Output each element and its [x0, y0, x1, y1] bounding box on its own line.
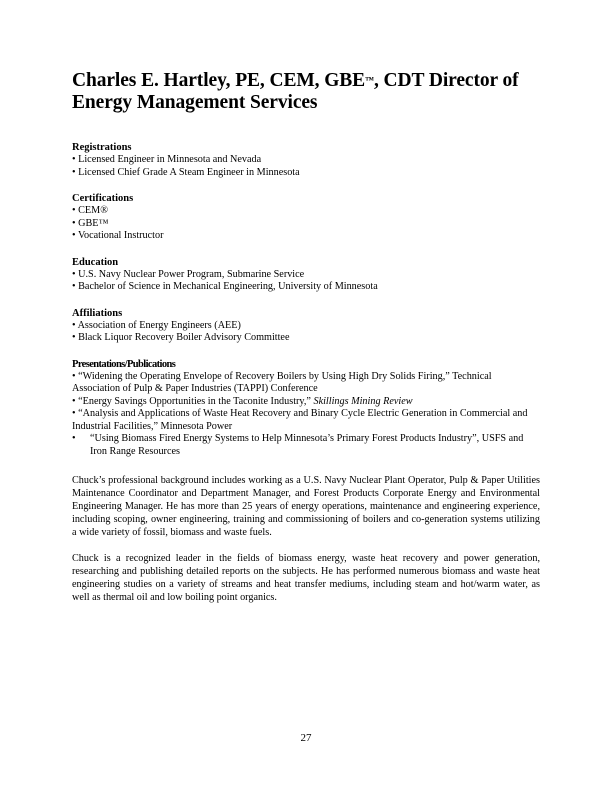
bullet-icon: • — [72, 217, 76, 229]
bullet-icon: • — [72, 166, 76, 178]
trademark-symbol: ™ — [365, 75, 374, 85]
title-position: , CDT Director of Energy Management Services — [72, 70, 519, 113]
list-item-text: “Energy Savings Opportunities in the Taconite Industry,” — [78, 395, 314, 407]
list-item — [72, 433, 540, 458]
affiliations-heading: Affiliations — [72, 307, 123, 319]
registrations-heading: Registrations — [72, 142, 132, 153]
document-page — [72, 70, 540, 604]
bullet-icon: • — [72, 268, 76, 280]
list-item-text: Licensed Engineer in Minnesota and Nevada — [78, 154, 262, 165]
list-item — [72, 167, 540, 180]
bullet-icon: • — [72, 154, 76, 165]
education-section — [72, 256, 540, 294]
list-item-text: Bachelor of Science in Mechanical Engineering, University of Minnesota — [78, 281, 378, 292]
list-item-text: “Widening the Operating Envelope of Recovery Boilers by Using High Dry Solids Firing,” Technical Association of Pulp & Paper Industries (TAPPI) Conference — [72, 370, 492, 394]
list-item — [72, 408, 540, 433]
list-item — [72, 320, 540, 333]
bullet-icon: • — [72, 395, 76, 407]
presentations-section — [72, 358, 540, 459]
list-item-text: Association of Energy Engineers (AEE) — [77, 319, 241, 331]
bullet-icon: • — [72, 319, 76, 331]
bio-paragraph-1: Chuck’s professional background includes working as a U.S. Navy Nuclear Plant Operator, Pulp & Paper Utilities Maintenance Coordinator and Department Manager, and Forest Products Corporate Energy and Environmental Engineering Manager. He has more than 25 years of energy operations, maintenance and engineering experience, including scoping, owner engineering, training and commissioning of boilers and co-generation systems utilizing a wide variety of fossil, biomass and waste fuels. — [72, 475, 540, 538]
list-item-text: Vocational Instructor — [77, 230, 164, 241]
list-item — [72, 269, 540, 282]
list-item — [72, 218, 540, 231]
page-title — [72, 70, 540, 114]
list-item — [72, 396, 540, 409]
bio-paragraph-2: Chuck is a recognized leader in the fields of biomass energy, waste heat recovery and power generation, researching and publishing detailed reports on the subjects. He has performed numerous biomass and waste heat engineering studies on a variety of streams and heat transfer mediums, including steam and hot/warm water, as well as thermal oil and low boiling point organics. — [72, 553, 540, 603]
list-item-text: “Analysis and Applications of Waste Heat Recovery and Binary Cycle Electric Generation in Commercial and Industrial Facilities,” Minnesota Power — [72, 408, 528, 432]
list-item — [72, 205, 540, 218]
registrations-section — [72, 141, 540, 179]
list-item-text: GBE™ — [78, 217, 109, 229]
list-item — [72, 154, 540, 167]
presentations-heading: Presentations/Publications — [72, 358, 176, 370]
page-number: 27 — [300, 732, 312, 744]
certifications-heading: Certifications — [72, 193, 134, 204]
list-item-text: CEM® — [78, 205, 108, 216]
list-item — [72, 230, 540, 243]
bullet-icon: • — [72, 281, 76, 292]
list-item — [72, 371, 540, 396]
bullet-icon: • — [72, 433, 76, 444]
title-name: Charles E. Hartley, PE, CEM, GBE — [72, 70, 366, 91]
bullet-icon: • — [72, 408, 76, 419]
publication-source: Skillings Mining Review — [313, 395, 413, 407]
bullet-icon: • — [72, 205, 76, 216]
education-heading: Education — [72, 256, 119, 268]
list-item-text: “Using Biomass Fired Energy Systems to Help Minnesota’s Primary Forest Products Industry”, USFS and Iron Range Resources — [90, 433, 524, 457]
bullet-icon: • — [72, 230, 76, 241]
list-item-text: Licensed Chief Grade A Steam Engineer in Minnesota — [78, 166, 300, 178]
affiliations-section — [72, 307, 540, 345]
list-item — [72, 281, 540, 294]
bullet-icon: • — [72, 370, 76, 382]
certifications-section — [72, 192, 540, 243]
list-item — [72, 332, 540, 345]
list-item-text: Black Liquor Recovery Boiler Advisory Committee — [78, 332, 290, 343]
list-item-text: U.S. Navy Nuclear Power Program, Submarine Service — [78, 268, 305, 280]
bullet-icon: • — [72, 332, 76, 343]
